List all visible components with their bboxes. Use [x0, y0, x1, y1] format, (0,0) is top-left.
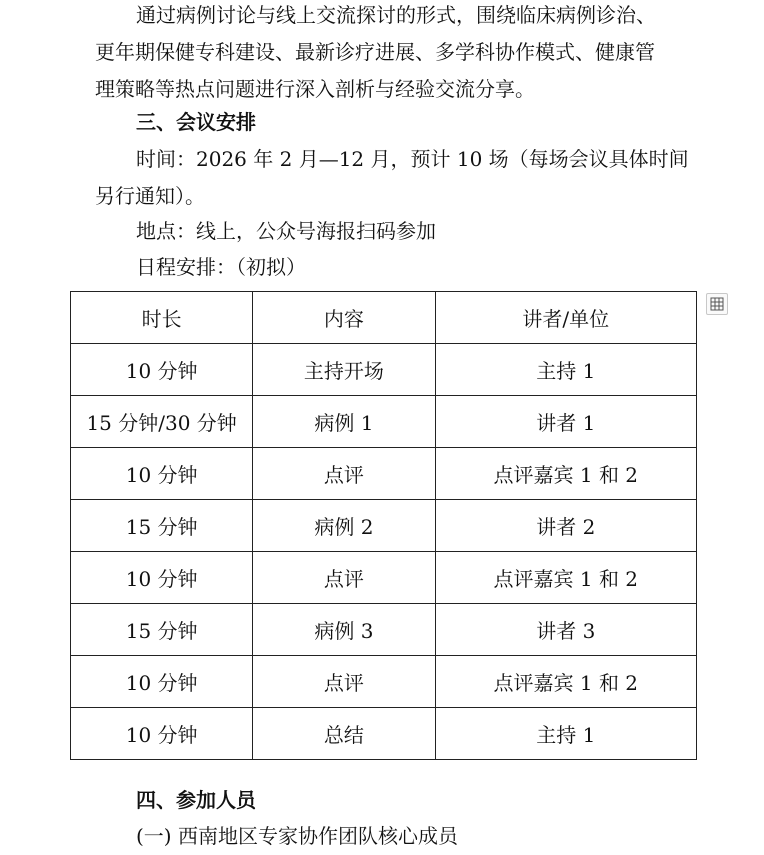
cell-content: 病例 2: [253, 500, 435, 552]
cell-speaker: 讲者 3: [435, 604, 696, 656]
schedule-label: 日程安排：（初拟）: [136, 255, 306, 279]
table-row: [71, 344, 697, 396]
header-duration: 时长: [71, 292, 253, 344]
cell-speaker: 点评嘉宾 1 和 2: [435, 552, 696, 604]
location-line: 地点：线上，公众号海报扫码参加: [136, 219, 436, 243]
cell-duration: 10 分钟: [71, 656, 253, 708]
intro-line-3: 理策略等热点问题进行深入剖析与经验交流分享。: [95, 77, 535, 101]
table-row: [71, 448, 697, 500]
cell-duration: 15 分钟: [71, 604, 253, 656]
cell-duration: 10 分钟: [71, 552, 253, 604]
cell-speaker: 主持 1: [435, 344, 696, 396]
cell-content: 点评: [253, 448, 435, 500]
cell-content: 病例 3: [253, 604, 435, 656]
time-line-1: 时间：2026 年 2 月—12 月，预计 10 场（每场会议具体时间: [136, 147, 689, 171]
cell-duration: 15 分钟/30 分钟: [71, 396, 253, 448]
cell-speaker: 点评嘉宾 1 和 2: [435, 656, 696, 708]
intro-line-1: 通过病例讨论与线上交流探讨的形式，围绕临床病例诊治、: [136, 3, 656, 27]
cell-content: 点评: [253, 552, 435, 604]
schedule-table: [70, 291, 697, 760]
cell-speaker: 讲者 2: [435, 500, 696, 552]
table-select-icon[interactable]: [706, 293, 728, 315]
intro-line-2: 更年期保健专科建设、最新诊疗进展、多学科协作模式、健康管: [95, 40, 655, 64]
section-4-heading: 四、参加人员: [136, 788, 256, 812]
cell-content: 总结: [253, 708, 435, 760]
cell-duration: 10 分钟: [71, 708, 253, 760]
cell-content: 主持开场: [253, 344, 435, 396]
cell-content: 点评: [253, 656, 435, 708]
cell-speaker: 点评嘉宾 1 和 2: [435, 448, 696, 500]
table-row: [71, 708, 697, 760]
table-row: [71, 552, 697, 604]
table-row: [71, 500, 697, 552]
cell-duration: 10 分钟: [71, 448, 253, 500]
header-speaker: 讲者/单位: [435, 292, 696, 344]
cell-speaker: 主持 1: [435, 708, 696, 760]
time-line-2: 另行通知）。: [95, 184, 205, 208]
section-4-sub-1: (一) 西南地区专家协作团队核心成员: [136, 824, 458, 848]
section-3-heading: 三、会议安排: [136, 110, 256, 134]
table-header-row: [71, 292, 697, 344]
cell-duration: 15 分钟: [71, 500, 253, 552]
table-row: [71, 604, 697, 656]
cell-speaker: 讲者 1: [435, 396, 696, 448]
cell-content: 病例 1: [253, 396, 435, 448]
cell-duration: 10 分钟: [71, 344, 253, 396]
header-content: 内容: [253, 292, 435, 344]
table-row: [71, 396, 697, 448]
table-row: [71, 656, 697, 708]
